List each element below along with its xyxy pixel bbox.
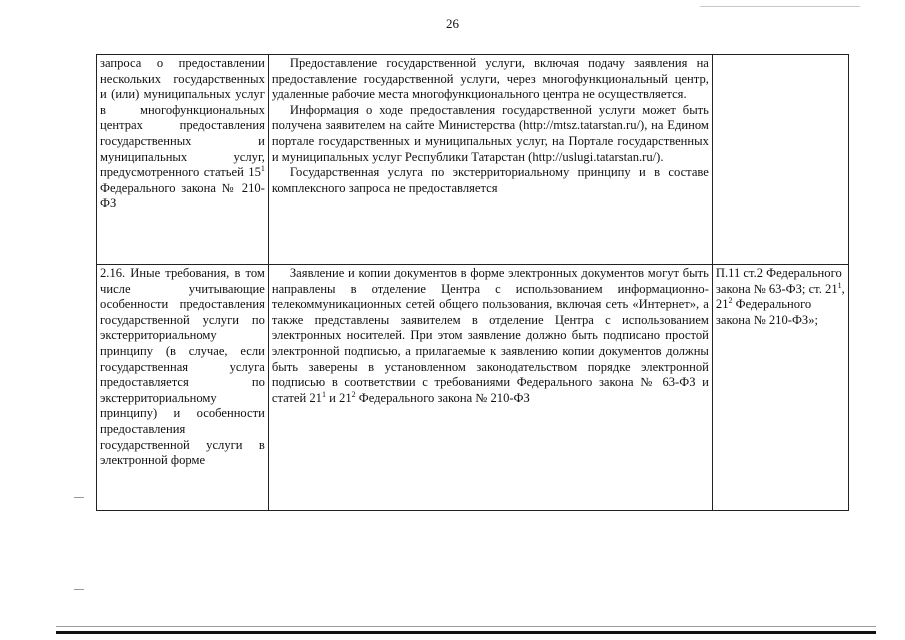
row2-basis-text: П.11 ст.2 Федерального закона № 63-ФЗ; ст. xyxy=(715,266,842,296)
row2-content-cell xyxy=(268,265,712,511)
row2-article2-sup: 2 xyxy=(351,389,356,399)
margin-mark xyxy=(74,589,84,590)
row1-paragraph-info: Информация о ходе предоставления государственной услуги может быть получена заявителем на сайте Министерства (http://mtsz.tatarstan.ru/), на Едином портале государственных и муниципальных услуг, на Портале государственных и муниципальных услуг Республики Татарстан (http://uslugi.tatarstan.ru/). xyxy=(271,102,709,164)
table-row xyxy=(97,55,849,265)
row2-article1: 21 xyxy=(309,390,322,405)
row1-paragraph-mfc: Предоставление государственной услуги, включая подачу заявления на предоставление государственной услуги, через многофункциональный центр, удаленные рабочие места многофункционального центра не осуществляется. xyxy=(271,56,709,102)
row2-main-text: Заявление и копии документов в форме электронных документов могут быть направлены в отделение Центра с использованием информационно-телекоммуникационных сетей общего пользования, включая сеть «Интернет», а также представлены заявителем в отделение Центра с использованием электронных носителей. При этом заявление должно быть подписано простой электронной подписью, а прилагаемые к заявлению копии документов должны быть заверены в установленном законодательством порядке электронной подписью в соответствии с требованиями Федерального закона № 63-ФЗ и статей xyxy=(271,266,709,405)
row1-basis-cell xyxy=(712,55,848,265)
page-number: 26 xyxy=(446,16,459,31)
row1-article-sup: 1 xyxy=(260,163,265,173)
row2-paragraph xyxy=(272,266,709,406)
row2-basis-article1-sup: 1 xyxy=(837,280,842,290)
margin-mark xyxy=(74,497,84,498)
row2-and: и xyxy=(325,390,340,405)
table-row xyxy=(97,265,849,511)
row2-basis-article1: 21 xyxy=(825,281,838,296)
row1-paragraph-extraterritorial: Государственная услуга по экстерриториальному принципу и в составе комплексного запроса не предоставляется xyxy=(271,165,709,195)
bottom-edge-line-thin xyxy=(56,626,876,627)
row1-content-cell xyxy=(268,55,712,265)
row1-requirement-text: запроса о предоставлении нескольких государственных и (или) муниципальных услуг в многофункциональных центрах предоставления государственных и муниципальных услуг, предусмотренного статьей xyxy=(100,56,265,180)
row2-law-tail: Федерального закона № 210-ФЗ xyxy=(355,390,530,405)
row1-law-ref: Федерального закона № 210-ФЗ xyxy=(100,180,265,211)
row2-basis-article2: 21 xyxy=(715,297,729,312)
row2-article1-sup: 1 xyxy=(321,389,326,399)
row1-requirement-cell xyxy=(97,55,269,265)
row2-requirement-cell: 2.16. Иные требования, в том числе учитывающие особенности предоставления государственной услуги по экстерриториальному принципу (в случае, если государственная услуга предоставляется по экстерриториальному принципу) и особенности предоставления государственной услуги в электронной форме xyxy=(97,265,269,511)
row2-article2: 21 xyxy=(339,390,352,405)
bottom-edge-line xyxy=(56,631,876,634)
row2-basis-law: Федерального закона № 210-ФЗ»; xyxy=(715,297,819,327)
row1-article-number: 15 xyxy=(248,165,261,180)
requirements-table xyxy=(96,54,849,511)
row2-basis-sep: , xyxy=(841,281,845,296)
row2-basis-article2-sup: 2 xyxy=(728,296,733,305)
row2-basis-cell xyxy=(712,265,848,511)
top-edge-line xyxy=(700,6,860,7)
